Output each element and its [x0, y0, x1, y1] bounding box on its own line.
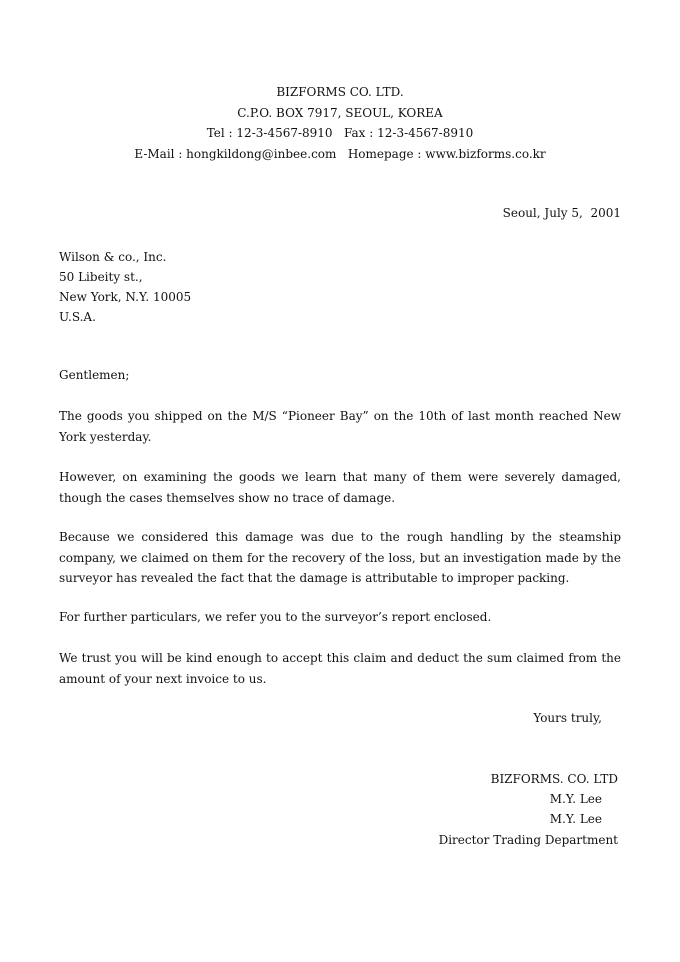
body-paragraph: For further particulars, we refer you to the surveyor’s report enclosed. [59, 610, 492, 624]
letterhead-company: BIZFORMS CO. LTD. [276, 85, 404, 99]
recipient-line: Wilson & co., Inc. [59, 250, 167, 264]
signature-title: Director Trading Department [438, 833, 618, 847]
body-paragraph: The goods you shipped on the M/S “Pioneer Bay” on the 10th of last month reached New York yesterday. [59, 409, 621, 444]
body-paragraph: We trust you will be kind enough to accept this claim and deduct the sum claimed from the amount of your next invoice to us. [59, 651, 621, 686]
letter-date: Seoul, July 5, 2001 [502, 206, 621, 220]
closing: Yours truly, [533, 711, 602, 725]
recipient-line: U.S.A. [59, 310, 96, 324]
recipient-address [59, 247, 191, 327]
body-paragraph: However, on examining the goods we learn that many of them were severely damaged, though the cases themselves show no trace of damage. [59, 470, 621, 505]
salutation: Gentlemen; [59, 368, 130, 382]
signature-name: M.Y. Lee [549, 792, 602, 806]
signature-company: BIZFORMS. CO. LTD [490, 772, 618, 786]
letterhead-address: C.P.O. BOX 7917, SEOUL, KOREA [237, 105, 443, 120]
letterhead-email-homepage: E-Mail : hongkildong@inbee.com Homepage : www.bizforms.co.kr [134, 146, 546, 161]
body-paragraph: Because we considered this damage was due to the rough handling by the steamship company, we claimed on them for the recovery of the loss, but an investigation made by the surveyor has revealed the fact that the damage is attributable to improper packing. [59, 530, 621, 585]
letterhead-phone-fax: Tel : 12-3-4567-8910 Fax : 12-3-4567-8910 [206, 126, 474, 140]
signature-name: M.Y. Lee [549, 812, 602, 826]
recipient-line: 50 Libeity st., [59, 270, 143, 284]
letterhead [0, 82, 680, 164]
recipient-line: New York, N.Y. 10005 [59, 290, 192, 304]
